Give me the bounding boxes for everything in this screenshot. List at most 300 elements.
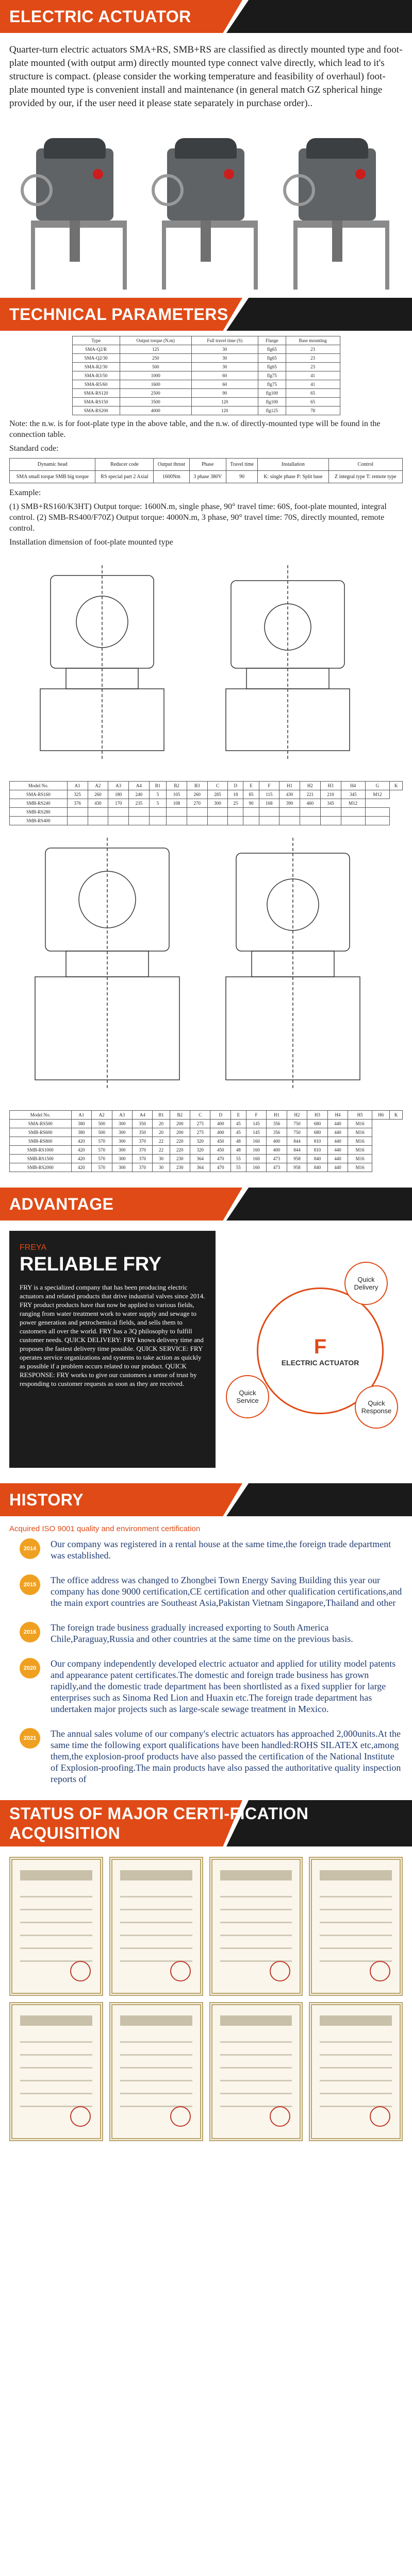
seal-icon (370, 2106, 390, 2127)
certificate-text-line (320, 1922, 392, 1923)
table-cell (228, 817, 243, 825)
certificate-text-line (20, 2041, 92, 2043)
table-cell (365, 817, 389, 825)
certificate-header-shape (20, 2015, 92, 2026)
table-cell (228, 808, 243, 817)
table-cell: 275 (190, 1128, 210, 1137)
table-cell: 200 (170, 1128, 190, 1137)
table-cell: SMA-RS200 (72, 406, 120, 415)
section-banner-technical-parameters (0, 298, 412, 331)
table-header: Output torque (N.m) (120, 336, 191, 345)
certificate-text-line (120, 2067, 192, 2069)
table-cell: 3500 (120, 398, 191, 406)
table-cell: 300 (112, 1155, 132, 1163)
table-cell: M12 (365, 790, 389, 799)
table-header: A3 (112, 1111, 132, 1120)
table-header: K (390, 782, 403, 790)
table-cell: 570 (92, 1137, 112, 1146)
table-row (10, 817, 403, 825)
table-cell: SMB-RS2000 (10, 1163, 72, 1172)
certificate-header-shape (320, 2015, 392, 2026)
table-cell: M16 (348, 1137, 372, 1146)
table-cell: 108 (167, 799, 187, 808)
banner-dark-bar (226, 1188, 412, 1221)
timeline-item (9, 1622, 403, 1645)
table-cell: 356 (267, 1128, 287, 1137)
table-cell: 41 (286, 380, 340, 389)
table-cell: 5 (149, 790, 166, 799)
dimension-table-1 (9, 781, 403, 825)
timeline-item (9, 1574, 403, 1608)
table-cell: 840 (307, 1155, 327, 1163)
table-cell: 168 (259, 799, 279, 808)
table-cell: 45 (230, 1120, 246, 1128)
table-cell: 90 (226, 471, 257, 483)
table-cell: 48 (230, 1137, 246, 1146)
table-cell: 115 (259, 790, 279, 799)
table-cell: 160 (246, 1163, 266, 1172)
certificate-text-line (120, 1947, 192, 1949)
table-cell: 370 (132, 1163, 152, 1172)
table-cell: flg100 (258, 398, 286, 406)
table-cell: 275 (190, 1120, 210, 1128)
table-cell: 420 (71, 1137, 91, 1146)
table-cell: 470 (210, 1155, 230, 1163)
table-cell: SMB-RS1500 (10, 1155, 72, 1163)
params-table (72, 336, 340, 415)
table-cell: 230 (170, 1163, 190, 1172)
certificate-text-line (120, 2093, 192, 2094)
table-cell: 420 (71, 1146, 91, 1155)
certificate-image (309, 2002, 403, 2141)
table-cell: 160 (246, 1137, 266, 1146)
certificate-text-line (20, 1909, 92, 1910)
certificate-text-line (320, 2054, 392, 2056)
table-cell: 260 (187, 790, 207, 799)
table-cell (207, 817, 228, 825)
table-cell (108, 817, 129, 825)
actuator-cap-shape (306, 138, 368, 159)
seal-icon (170, 2106, 191, 2127)
table-cell: 120 (191, 406, 258, 415)
table-cell: 30 (191, 354, 258, 363)
actuator-photo (283, 133, 391, 287)
table-cell: 300 (112, 1146, 132, 1155)
certificate-text-line (220, 2067, 292, 2069)
table-header: Flange (258, 336, 286, 345)
table-cell: 20 (153, 1120, 170, 1128)
certificate-text-line (220, 2054, 292, 2056)
table-cell: 235 (129, 799, 150, 808)
table-cell: 356 (267, 1120, 287, 1128)
table-header-row (72, 336, 340, 345)
table-header: H1 (267, 1111, 287, 1120)
seal-icon (270, 2106, 290, 2127)
seal-icon (70, 1961, 91, 1981)
table-cell: 270 (187, 799, 207, 808)
installation-drawing-1 (9, 555, 403, 771)
advantage-body: FRY is a specialized company that has been producing electric actuators and related products that drive industrial valves since 2014. FRY product products have that now be applied to various fields, ranging from water treatment work to water supply and sewage to power generation and petrochemical fields, and sells them to customers all over the world. FRY has a 3Q philosophy to fulfill customer needs. QUICK DELIVERY: FRY knows delivery time and proposes the fastest delivery time possible. QUICK SERVICE: FRY operates service organizations and systems to take action as quickly as possible if a problem occurs related to our product. QUICK RESPONSE: FRY works to give our customers a sense of trust by responding to customer requests as soon as they are received. (20, 1283, 205, 1387)
table-header: A2 (92, 1111, 112, 1120)
certificate-image (309, 1857, 403, 1996)
table-cell: 220 (170, 1146, 190, 1155)
table-header: B3 (187, 782, 207, 790)
table-cell: 420 (71, 1155, 91, 1163)
table-cell: M16 (348, 1128, 372, 1137)
table-cell: 2500 (120, 389, 191, 398)
table-cell: 345 (320, 799, 341, 808)
table-header: Base mounting (286, 336, 340, 345)
table-cell: flg125 (258, 406, 286, 415)
table-cell: 65 (286, 398, 340, 406)
quick-response-bubble: Quick Response (355, 1385, 398, 1429)
table-cell: 180 (108, 790, 129, 799)
table-cell: 370 (132, 1137, 152, 1146)
table-header: H5 (348, 1111, 372, 1120)
certificate-text-line (120, 1909, 192, 1910)
table-cell: 325 (67, 790, 88, 799)
table-header: Output thrust (154, 459, 189, 471)
certificate-text-line (20, 2054, 92, 2056)
table-header: D (228, 782, 243, 790)
certificate-image (109, 1857, 203, 1996)
certificate-header-shape (220, 1870, 292, 1880)
table-cell (167, 817, 187, 825)
table-header: B1 (153, 1111, 170, 1120)
table-cell: 1000 (120, 371, 191, 380)
table-header-row (10, 782, 403, 790)
table-cell: SMA-R2/30 (72, 363, 120, 371)
certificate-text-line (220, 1947, 292, 1949)
table-cell: flg65 (258, 354, 286, 363)
example-text: (1) SMB+RS160/K3HT) Output torque: 1600N.m, single phase, 90° travel time: 60S, foot-plate mounted, integral control. (2) SMB-RS400/F70Z) Output torque: 4000N.m, 3 phase, 90° travel time: 70S, directly mounted, remote control. (9, 502, 387, 533)
table-row (72, 380, 340, 389)
table-cell: 250 (120, 354, 191, 363)
table-cell: 400 (210, 1128, 230, 1137)
table-cell: 430 (279, 790, 300, 799)
table-cell: 260 (88, 790, 108, 799)
intro-paragraph: Quarter-turn electric actuators SMA+RS, SMB+RS are classified as directly mounted type and foot-plate mounted (with output arm) directly mounted type connect valve directly, which lead to it's structure is compact. (please consider the working temperature and feasibility of overhaul) foot-plate mounted type is convenient install and maintenance (in general match GZ spherical hinge provided by our, if the user need it please state separately in purchase order).. (9, 44, 403, 109)
table-cell: 41 (286, 371, 340, 380)
table-cell: SMA small torque SMB big torque (10, 471, 95, 483)
table-header: H2 (287, 1111, 307, 1120)
advantage-box (9, 1231, 403, 1468)
table-header: E (243, 782, 259, 790)
table-cell: 390 (279, 799, 300, 808)
table-cell: 345 (341, 790, 365, 799)
table-cell: M12 (341, 799, 365, 808)
table-cell: 78 (286, 406, 340, 415)
table-cell: SMB-RS240 (10, 799, 68, 808)
certificate-text-line (320, 1935, 392, 1936)
table-cell: 20 (153, 1128, 170, 1137)
table-row (10, 799, 403, 808)
section-title: ELECTRIC ACTUATOR (9, 7, 191, 26)
history-timeline (9, 1538, 403, 1785)
shaft-shape (332, 221, 342, 262)
certificate-image (109, 2002, 203, 2141)
section-title: HISTORY (9, 1490, 84, 1509)
table-cell: 3 phase 380V (189, 471, 226, 483)
timeline-text: The foreign trade business gradually increased exporting to South America Chile,Paraguay,Russia and other countries at the same time on the previous basis. (51, 1622, 353, 1644)
table-cell: 300 (207, 799, 228, 808)
table-header: H6 (372, 1111, 390, 1120)
table-cell: 844 (287, 1146, 307, 1155)
advantage-tag: FREYA (20, 1243, 47, 1252)
certificate-text-line (220, 1935, 292, 1936)
table-cell (259, 817, 279, 825)
table-cell: 500 (92, 1120, 112, 1128)
table-cell: 210 (320, 790, 341, 799)
table-cell: 370 (132, 1155, 152, 1163)
section-banner-certification (0, 1800, 412, 1846)
table-cell: 30 (191, 345, 258, 354)
table-cell: 285 (207, 790, 228, 799)
table-cell: SMB-RS1000 (10, 1146, 72, 1155)
table-cell: SMA-R3/50 (72, 371, 120, 380)
table-cell: 440 (327, 1128, 348, 1137)
dimension-table-2 (9, 1110, 403, 1172)
table-cell: 145 (246, 1120, 266, 1128)
shaft-shape (70, 221, 80, 262)
table-header: C (190, 1111, 210, 1120)
table-cell: 22 (153, 1137, 170, 1146)
table-cell: 23 (286, 354, 340, 363)
table-cell: 160 (246, 1146, 266, 1155)
table-header: Model No. (10, 1111, 72, 1120)
table-cell: flg75 (258, 371, 286, 380)
table-cell: 450 (210, 1146, 230, 1155)
table-row (72, 354, 340, 363)
table-cell (279, 817, 300, 825)
certificate-text-line (320, 2067, 392, 2069)
table-cell: 145 (246, 1128, 266, 1137)
brand-logo-icon: F (314, 1335, 327, 1358)
table-cell: 370 (132, 1146, 152, 1155)
certificate-image (9, 1857, 103, 1996)
advantage-graphic (226, 1231, 403, 1468)
table-cell: M16 (348, 1146, 372, 1155)
timeline-item (9, 1538, 403, 1561)
banner-dark-bar (226, 1483, 412, 1516)
table-cell (88, 808, 108, 817)
table-cell (108, 808, 129, 817)
table-header: Control (328, 459, 402, 471)
advantage-text-panel (9, 1231, 216, 1468)
table-cell: 23 (286, 363, 340, 371)
table-cell (167, 808, 187, 817)
code-table (9, 458, 403, 483)
actuator-photo (21, 133, 129, 287)
table-cell (129, 808, 150, 817)
table-cell: 300 (112, 1128, 132, 1137)
table-header: A1 (67, 782, 88, 790)
table-header: F (259, 782, 279, 790)
table-cell: 4000 (120, 406, 191, 415)
table-cell (243, 817, 259, 825)
table-cell (149, 808, 166, 817)
table-header: Dynamic head (10, 459, 95, 471)
table-cell: 460 (300, 799, 321, 808)
table-cell: 844 (287, 1137, 307, 1146)
timeline-text: Our company independently developed electric actuator and applied for utility model patents and appearance patent certificates.The domestic and foreign trade business has grown rapidly,and the domestic trade department has been shortlisted as a fixed supplier for large enterprises such as Sinoma Red Lion and Huaxin etc.The foreign trade department has undertaken major projects such as large-scale sewage treatment in Mexico. (51, 1658, 396, 1714)
table-cell: 430 (88, 799, 108, 808)
seal-icon (170, 1961, 191, 1981)
table-cell: flg100 (258, 389, 286, 398)
table-header: A4 (132, 1111, 152, 1120)
table-row (10, 1146, 403, 1155)
certificate-text-line (220, 1909, 292, 1910)
table-cell: 810 (307, 1146, 327, 1155)
table-cell: 300 (112, 1137, 132, 1146)
certificate-header-shape (220, 2015, 292, 2026)
table-header: B2 (167, 782, 187, 790)
table-row (10, 471, 403, 483)
table-cell: RS special part 2 Axial (95, 471, 154, 483)
timeline-year-badge: 2020 (20, 1658, 40, 1679)
standard-code-label: Standard code: (9, 444, 59, 453)
table-cell (341, 817, 365, 825)
table-cell: SMA-Q2/30 (72, 354, 120, 363)
table-header: A1 (71, 1111, 91, 1120)
table-cell: 90 (243, 799, 259, 808)
handwheel-icon (21, 174, 53, 206)
table-cell (187, 817, 207, 825)
table-cell: 55 (230, 1155, 246, 1163)
example-label: Example: (9, 488, 41, 497)
table-header: H3 (320, 782, 341, 790)
table-cell: 85 (243, 790, 259, 799)
actuator-cap-shape (175, 138, 237, 159)
table-cell: M16 (348, 1120, 372, 1128)
certificates-grid (9, 1857, 403, 2141)
table-cell: 840 (307, 1163, 327, 1172)
certificate-text-line (320, 1947, 392, 1949)
table-cell: 25 (228, 799, 243, 808)
certificate-text-line (20, 2093, 92, 2094)
table-cell: 105 (167, 790, 187, 799)
certificate-header-shape (120, 1870, 192, 1880)
banner-dark-bar (226, 0, 412, 33)
table-cell: 470 (210, 1163, 230, 1172)
section-title: STATUS OF MAJOR CERTI-FICATION ACQUISITION (9, 1804, 309, 1842)
table-header: Travel time (226, 459, 257, 471)
table-cell: K: single phase P: Split base (258, 471, 328, 483)
table-cell: 320 (190, 1146, 210, 1155)
table-cell: 1600Nm (154, 471, 189, 483)
seal-icon (70, 2106, 91, 2127)
table-cell: 5 (149, 799, 166, 808)
certificate-text-line (20, 2067, 92, 2069)
table-header: C (207, 782, 228, 790)
seal-icon (370, 1961, 390, 1981)
table-cell (341, 808, 365, 817)
certificate-text-line (220, 1922, 292, 1923)
product-photos (9, 117, 403, 287)
table-cell: 18 (228, 790, 243, 799)
table-row (72, 345, 340, 354)
table-cell: 48 (230, 1146, 246, 1155)
table-cell: 55 (230, 1163, 246, 1172)
timeline-year-badge: 2014 (20, 1538, 40, 1559)
table-cell: 364 (190, 1163, 210, 1172)
table-cell: 221 (300, 790, 321, 799)
table-cell: 22 (153, 1146, 170, 1155)
certificate-text-line (20, 2080, 92, 2081)
table-header: Model No. (10, 782, 68, 790)
section-banner-electric-actuator (0, 0, 412, 33)
certificate-text-line (20, 1922, 92, 1923)
certificate-text-line (320, 1896, 392, 1897)
table-cell: SMA-RS500 (10, 1120, 72, 1128)
table-cell (300, 808, 321, 817)
quick-service-bubble: Quick Service (226, 1375, 269, 1418)
advantage-title: RELIABLE FRY (20, 1253, 162, 1275)
table-cell: 440 (327, 1120, 348, 1128)
certificate-text-line (20, 1935, 92, 1936)
table-cell: 300 (112, 1163, 132, 1172)
table-cell (187, 808, 207, 817)
table-cell: 90 (191, 389, 258, 398)
section-banner-history (0, 1483, 412, 1516)
table-cell: SMB-RS280 (10, 808, 68, 817)
seal-icon (270, 1961, 290, 1981)
table-header: Type (72, 336, 120, 345)
table-header: Installation (258, 459, 328, 471)
certificate-image (209, 2002, 303, 2141)
section-title: TECHNICAL PARAMETERS (9, 304, 228, 324)
table-row (10, 1155, 403, 1163)
table-cell: 30 (191, 363, 258, 371)
table-cell: 958 (287, 1163, 307, 1172)
table-header: Phase (189, 459, 226, 471)
table-cell: 120 (191, 398, 258, 406)
table-cell: 350 (132, 1120, 152, 1128)
table-header: A2 (88, 782, 108, 790)
table-cell: flg65 (258, 345, 286, 354)
table-cell: 65 (286, 389, 340, 398)
table-row (10, 1137, 403, 1146)
table-cell (129, 817, 150, 825)
table-cell: SMA-R5/60 (72, 380, 120, 389)
table-row (72, 389, 340, 398)
installation-drawing-2 (9, 833, 403, 1100)
table-header: B1 (149, 782, 166, 790)
table-cell: 380 (71, 1120, 91, 1128)
table-cell: 400 (210, 1120, 230, 1128)
table-header: K (390, 1111, 403, 1120)
table-header: G (365, 782, 389, 790)
certificate-header-shape (120, 2015, 192, 2026)
table-cell: Z integral type T: remote type (328, 471, 402, 483)
table-cell: 60 (191, 380, 258, 389)
table-cell: 473 (267, 1163, 287, 1172)
table-cell: 220 (170, 1137, 190, 1146)
table-cell: 23 (286, 345, 340, 354)
shaft-shape (201, 221, 211, 262)
handwheel-icon (283, 174, 315, 206)
table-cell: 420 (71, 1163, 91, 1172)
table-cell: SMB-RS400 (10, 817, 68, 825)
table-cell: 570 (92, 1146, 112, 1155)
table-cell: 400 (267, 1137, 287, 1146)
quick-delivery-bubble: Quick Delivery (344, 1262, 388, 1305)
timeline-text: Our company was registered in a rental house at the same time,the foreign trade department was established. (51, 1539, 391, 1561)
table-cell (320, 808, 341, 817)
table-cell: 1600 (120, 380, 191, 389)
table-cell: M16 (348, 1155, 372, 1163)
table-cell: 45 (230, 1128, 246, 1137)
